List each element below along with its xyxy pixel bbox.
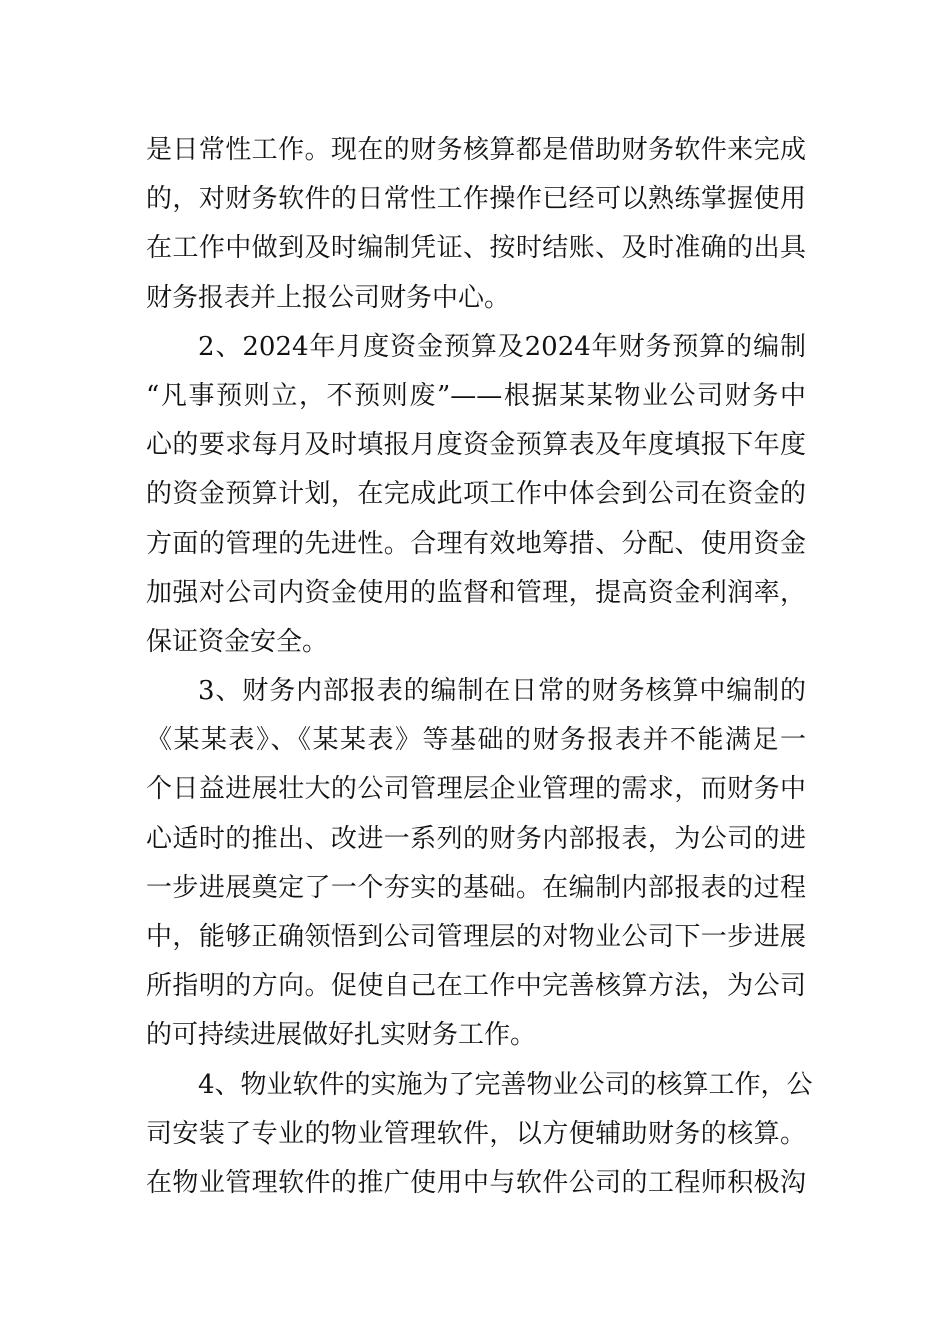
text-line: 的资金预算计划，在完成此项工作中体会到公司在资金的 <box>146 479 806 510</box>
text-line: 的，对财务软件的日常性工作操作已经可以熟练掌握使用 <box>146 184 806 215</box>
text-line: 加强对公司内资金使用的监督和管理，提高资金利润率， <box>146 577 806 608</box>
text-line: 是日常性工作。现在的财务核算都是借助财务软件来完成 <box>146 135 806 165</box>
text-line: 的可持续进展做好扎实财务工作。 <box>146 1020 537 1051</box>
text-line: 一步进展奠定了一个夯实的基础。在编制内部报表的过程 <box>146 872 806 903</box>
text-line: 中，能够正确领悟到公司管理层的对物业公司下一步进展 <box>146 922 806 952</box>
text-line: 在物业管理软件的推广使用中与软件公司的工程师积极沟 <box>146 1167 806 1198</box>
text-line: 财务报表并上报公司财务中心。 <box>146 282 511 313</box>
text-line: 《某某表》、《某某表》等基础的财务报表并不能满足一 <box>146 725 806 756</box>
text-line: 所指明的方向。促使自己在工作中完善核算方法，为公司 <box>146 971 806 1002</box>
text-line: 心适时的推出、改进一系列的财务内部报表，为公司的进 <box>146 823 806 854</box>
text-line: 心的要求每月及时填报月度资金预算表及年度填报下年度 <box>146 430 806 461</box>
text-line: 3、财务内部报表的编制在日常的财务核算中编制的 <box>198 676 806 707</box>
text-line: 4、物业软件的实施为了完善物业公司的核算工作，公 <box>198 1069 813 1100</box>
text-line: 2、2024年月度资金预算及2024年财务预算的编制 <box>198 331 806 362</box>
text-line: 方面的管理的先进性。合理有效地筹措、分配、使用资金 <box>146 528 806 559</box>
text-line: 保证资金安全。 <box>146 626 329 657</box>
text-line: 司安装了专业的物业管理软件，以方便辅助财务的核算。 <box>146 1118 806 1149</box>
text-line: 个日益进展壮大的公司管理层企业管理的需求，而财务中 <box>146 774 806 805</box>
text-line: “凡事预则立，不预则废”——根据某某物业公司财务中 <box>146 380 806 411</box>
text-line: 在工作中做到及时编制凭证、按时结账、及时准确的出具 <box>146 233 806 264</box>
body-text <box>146 126 813 1208</box>
